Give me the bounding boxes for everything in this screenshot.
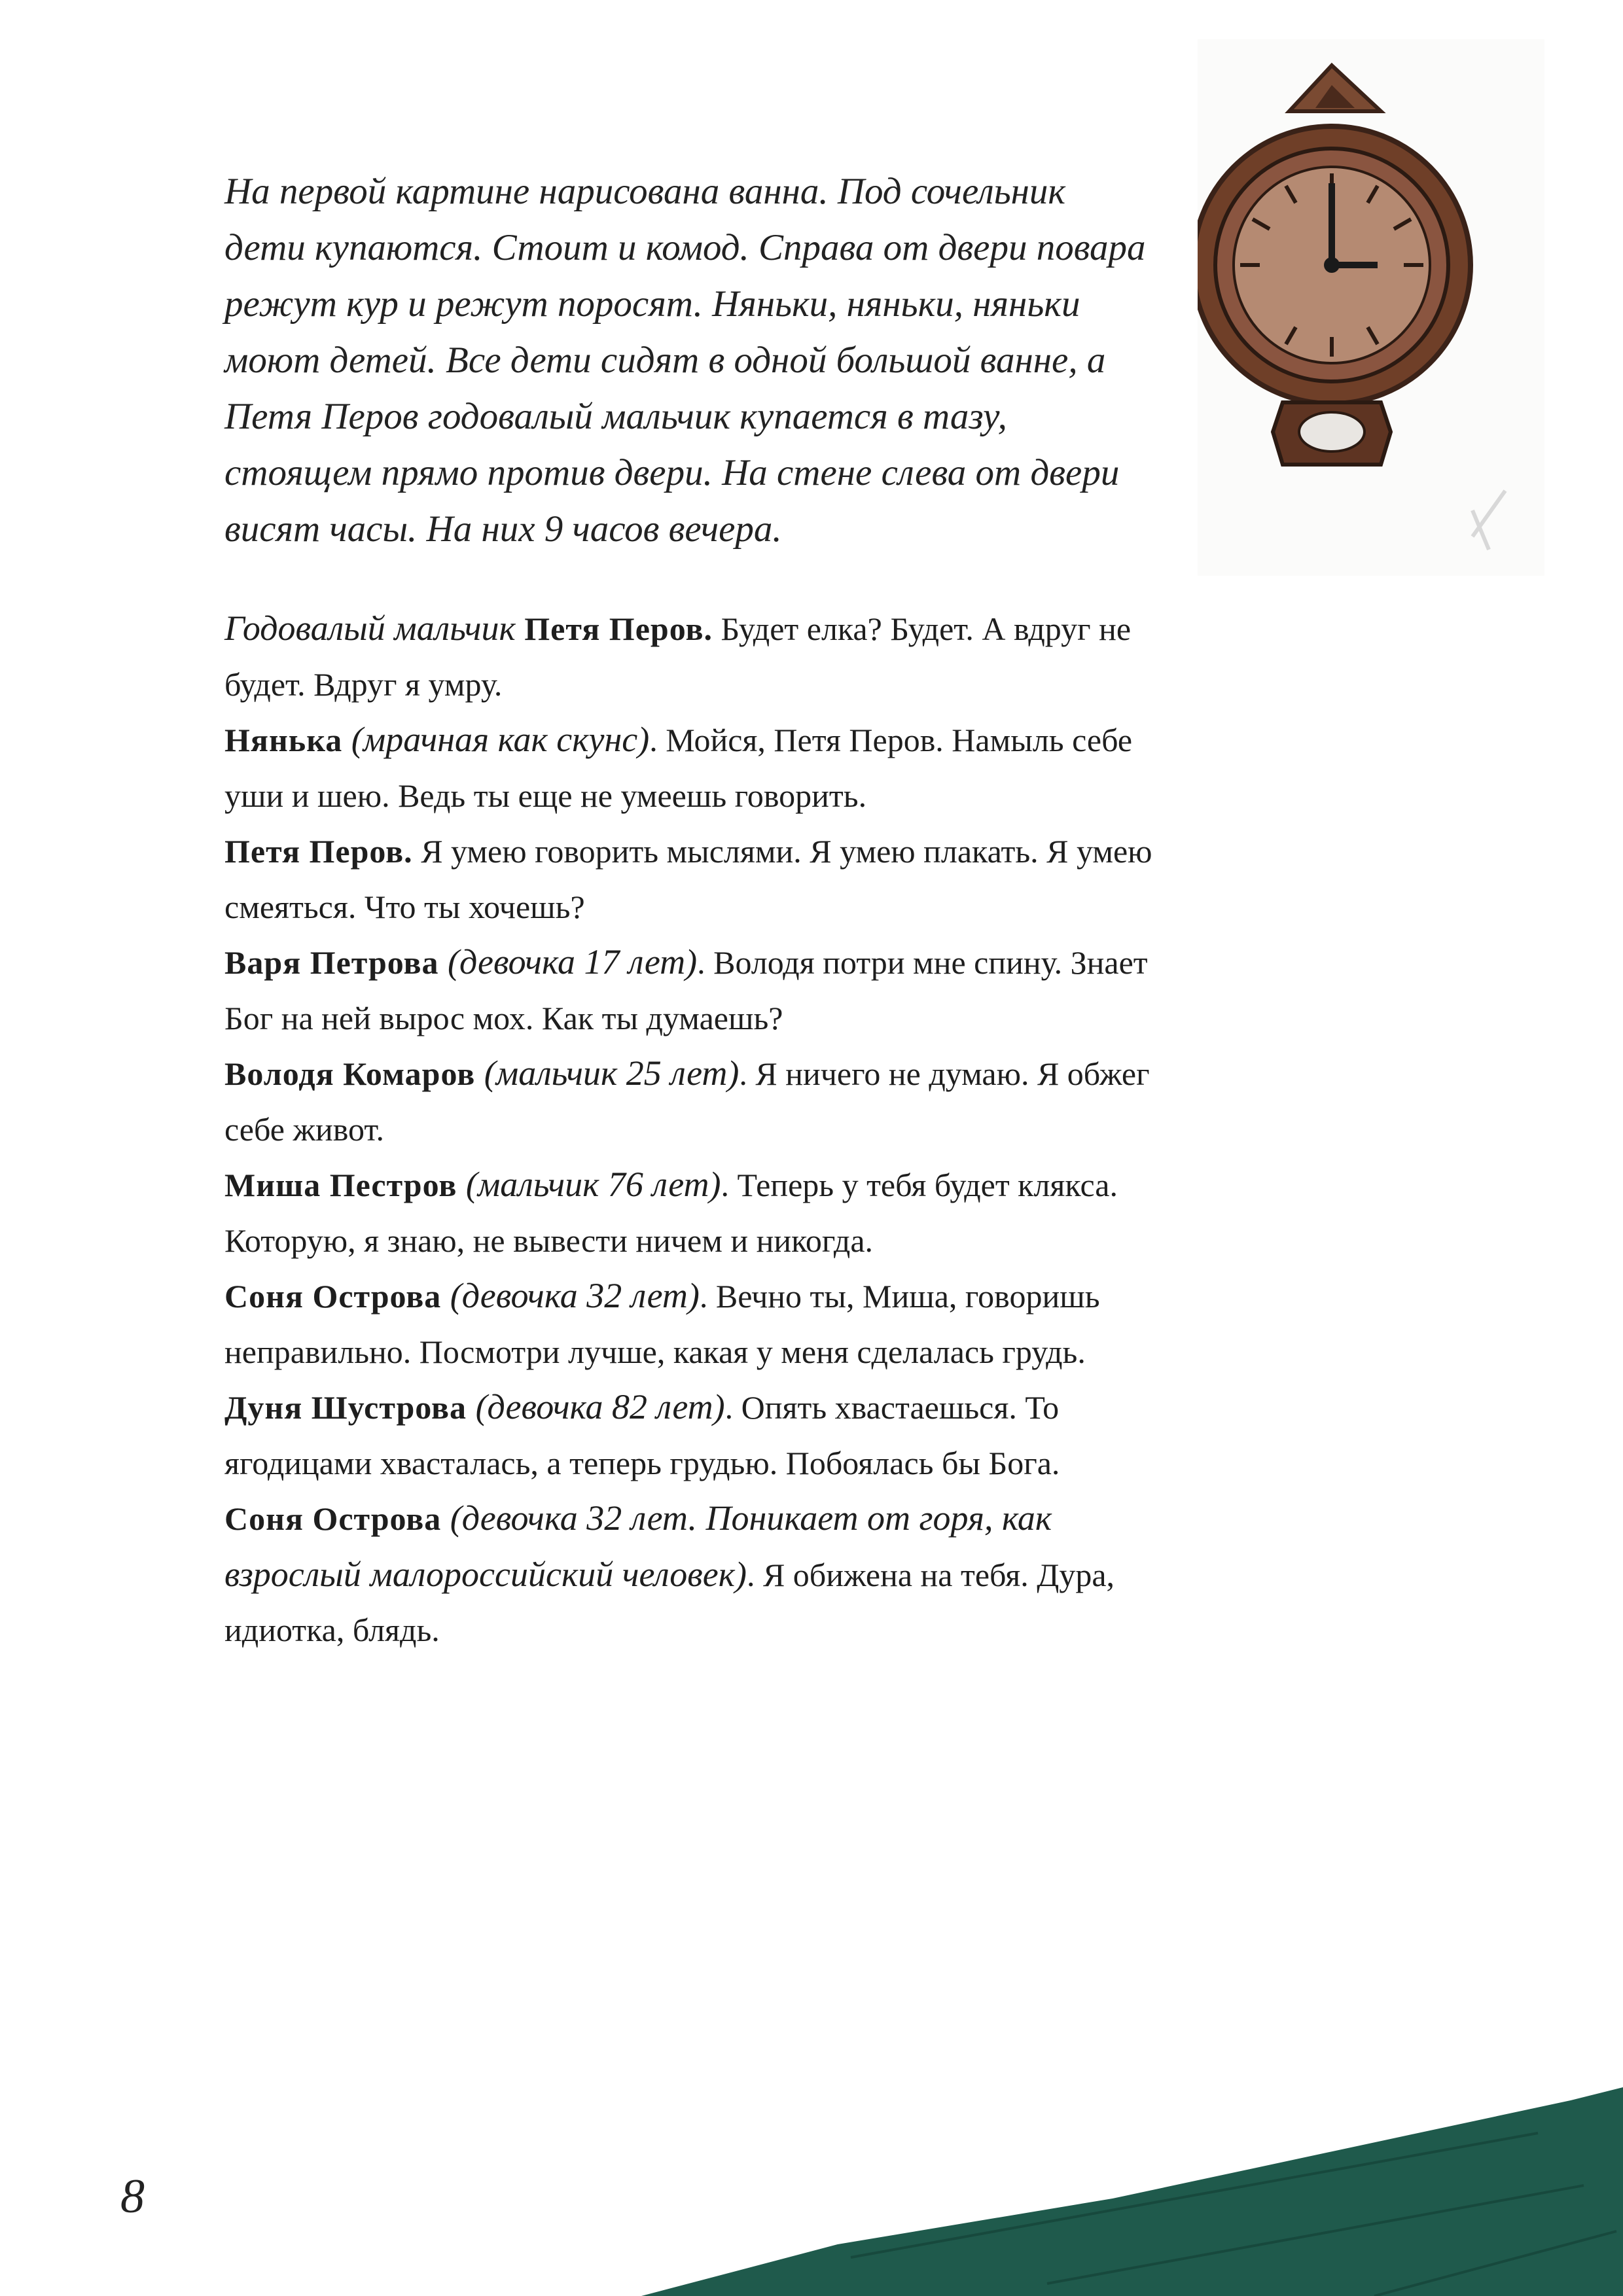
line-text: . Я обижена на тебя. Дура, идиотка, блядь. xyxy=(224,1556,1115,1648)
speaker-name: Варя Петрова xyxy=(224,944,439,981)
speaker-name: Соня Острова xyxy=(224,1278,442,1315)
speaker-name: Миша Пестров xyxy=(224,1167,457,1203)
stage-remark: (мальчик 25 лет) xyxy=(475,1053,740,1093)
stage-remark: (мрачная как скунс) xyxy=(342,720,650,759)
dialogue-line xyxy=(224,1491,1167,1658)
speaker-name: Петя Перов. xyxy=(524,610,713,647)
dialogue-line xyxy=(224,934,1167,1046)
clock-pendulum-window xyxy=(1299,412,1364,451)
stage-remark: (девочка 17 лет) xyxy=(438,942,698,981)
dialogue-line xyxy=(224,1157,1167,1268)
speaker-name: Дуня Шустрова xyxy=(224,1389,467,1426)
dialogue-block xyxy=(224,601,1167,1658)
line-text: . Теперь у тебя будет клякса. Которую, я знаю, не вывести ничем и никогда. xyxy=(224,1167,1118,1259)
stage-direction-text: На первой картине нарисована ванна. Под сочельник дети купаются. Стоит и комод. Справа от двери повара режут кур и режут поросят. Няньки, няньки, няньки моют детей. Все дети сидят в одной большой ванне, а Петя Перов годовалый мальчик купается в тазу, стоящем прямо против двери. На стене слева от двери висят часы. На них 9 часов вечера. xyxy=(224,171,1146,550)
clock-center-pin xyxy=(1324,257,1340,273)
line-text: Я умею говорить мыслями. Я умею плакать. Я умею смеяться. Что ты хочешь? xyxy=(224,833,1152,925)
line-text: . Опять хвастаешься. То ягодицами хвасталась, а теперь грудью. Побоялась бы Бога. xyxy=(224,1389,1060,1481)
hill-shape xyxy=(641,2087,1623,2296)
line-prefix: Годовалый мальчик xyxy=(224,609,525,648)
stage-remark: (девочка 32 лет. Поникает от горя, как взрослый малороссийский человек) xyxy=(224,1498,1052,1594)
speaker-name: Володя Комаров xyxy=(224,1055,476,1092)
line-text: . Я ничего не думаю. Я обжег себе живот. xyxy=(224,1055,1150,1148)
wall-clock-illustration xyxy=(1198,39,1544,576)
stage-remark: (мальчик 76 лет) xyxy=(457,1165,721,1204)
stage-remark: (девочка 32 лет) xyxy=(441,1276,700,1315)
dialogue-line xyxy=(224,1379,1167,1491)
speaker-name: Соня Острова xyxy=(224,1500,442,1537)
page-number: 8 xyxy=(120,2170,145,2223)
dialogue-line xyxy=(224,823,1167,934)
green-hill-illustration xyxy=(0,2061,1623,2296)
line-text: . Володя потри мне спину. Знает Бог на ней вырос мох. Как ты думаешь? xyxy=(224,944,1148,1036)
speaker-name: Нянька xyxy=(224,722,343,758)
dialogue-line xyxy=(224,601,1167,712)
dialogue-line xyxy=(224,1268,1167,1379)
line-text: . Вечно ты, Миша, говоришь неправильно. Посмотри лучше, какая у меня сделалась грудь. xyxy=(224,1278,1100,1370)
stage-direction xyxy=(224,164,1154,557)
line-text: Будет елка? Будет. А вдруг не будет. Вдруг я умру. xyxy=(224,610,1132,703)
line-text: . Мойся, Петя Перов. Намыль себе уши и шею. Ведь ты еще не умеешь говорить. xyxy=(224,722,1133,814)
stage-remark: (девочка 82 лет) xyxy=(467,1387,725,1426)
dialogue-line xyxy=(224,712,1167,823)
speaker-name: Петя Перов. xyxy=(224,833,413,870)
dialogue-line xyxy=(224,1046,1167,1157)
